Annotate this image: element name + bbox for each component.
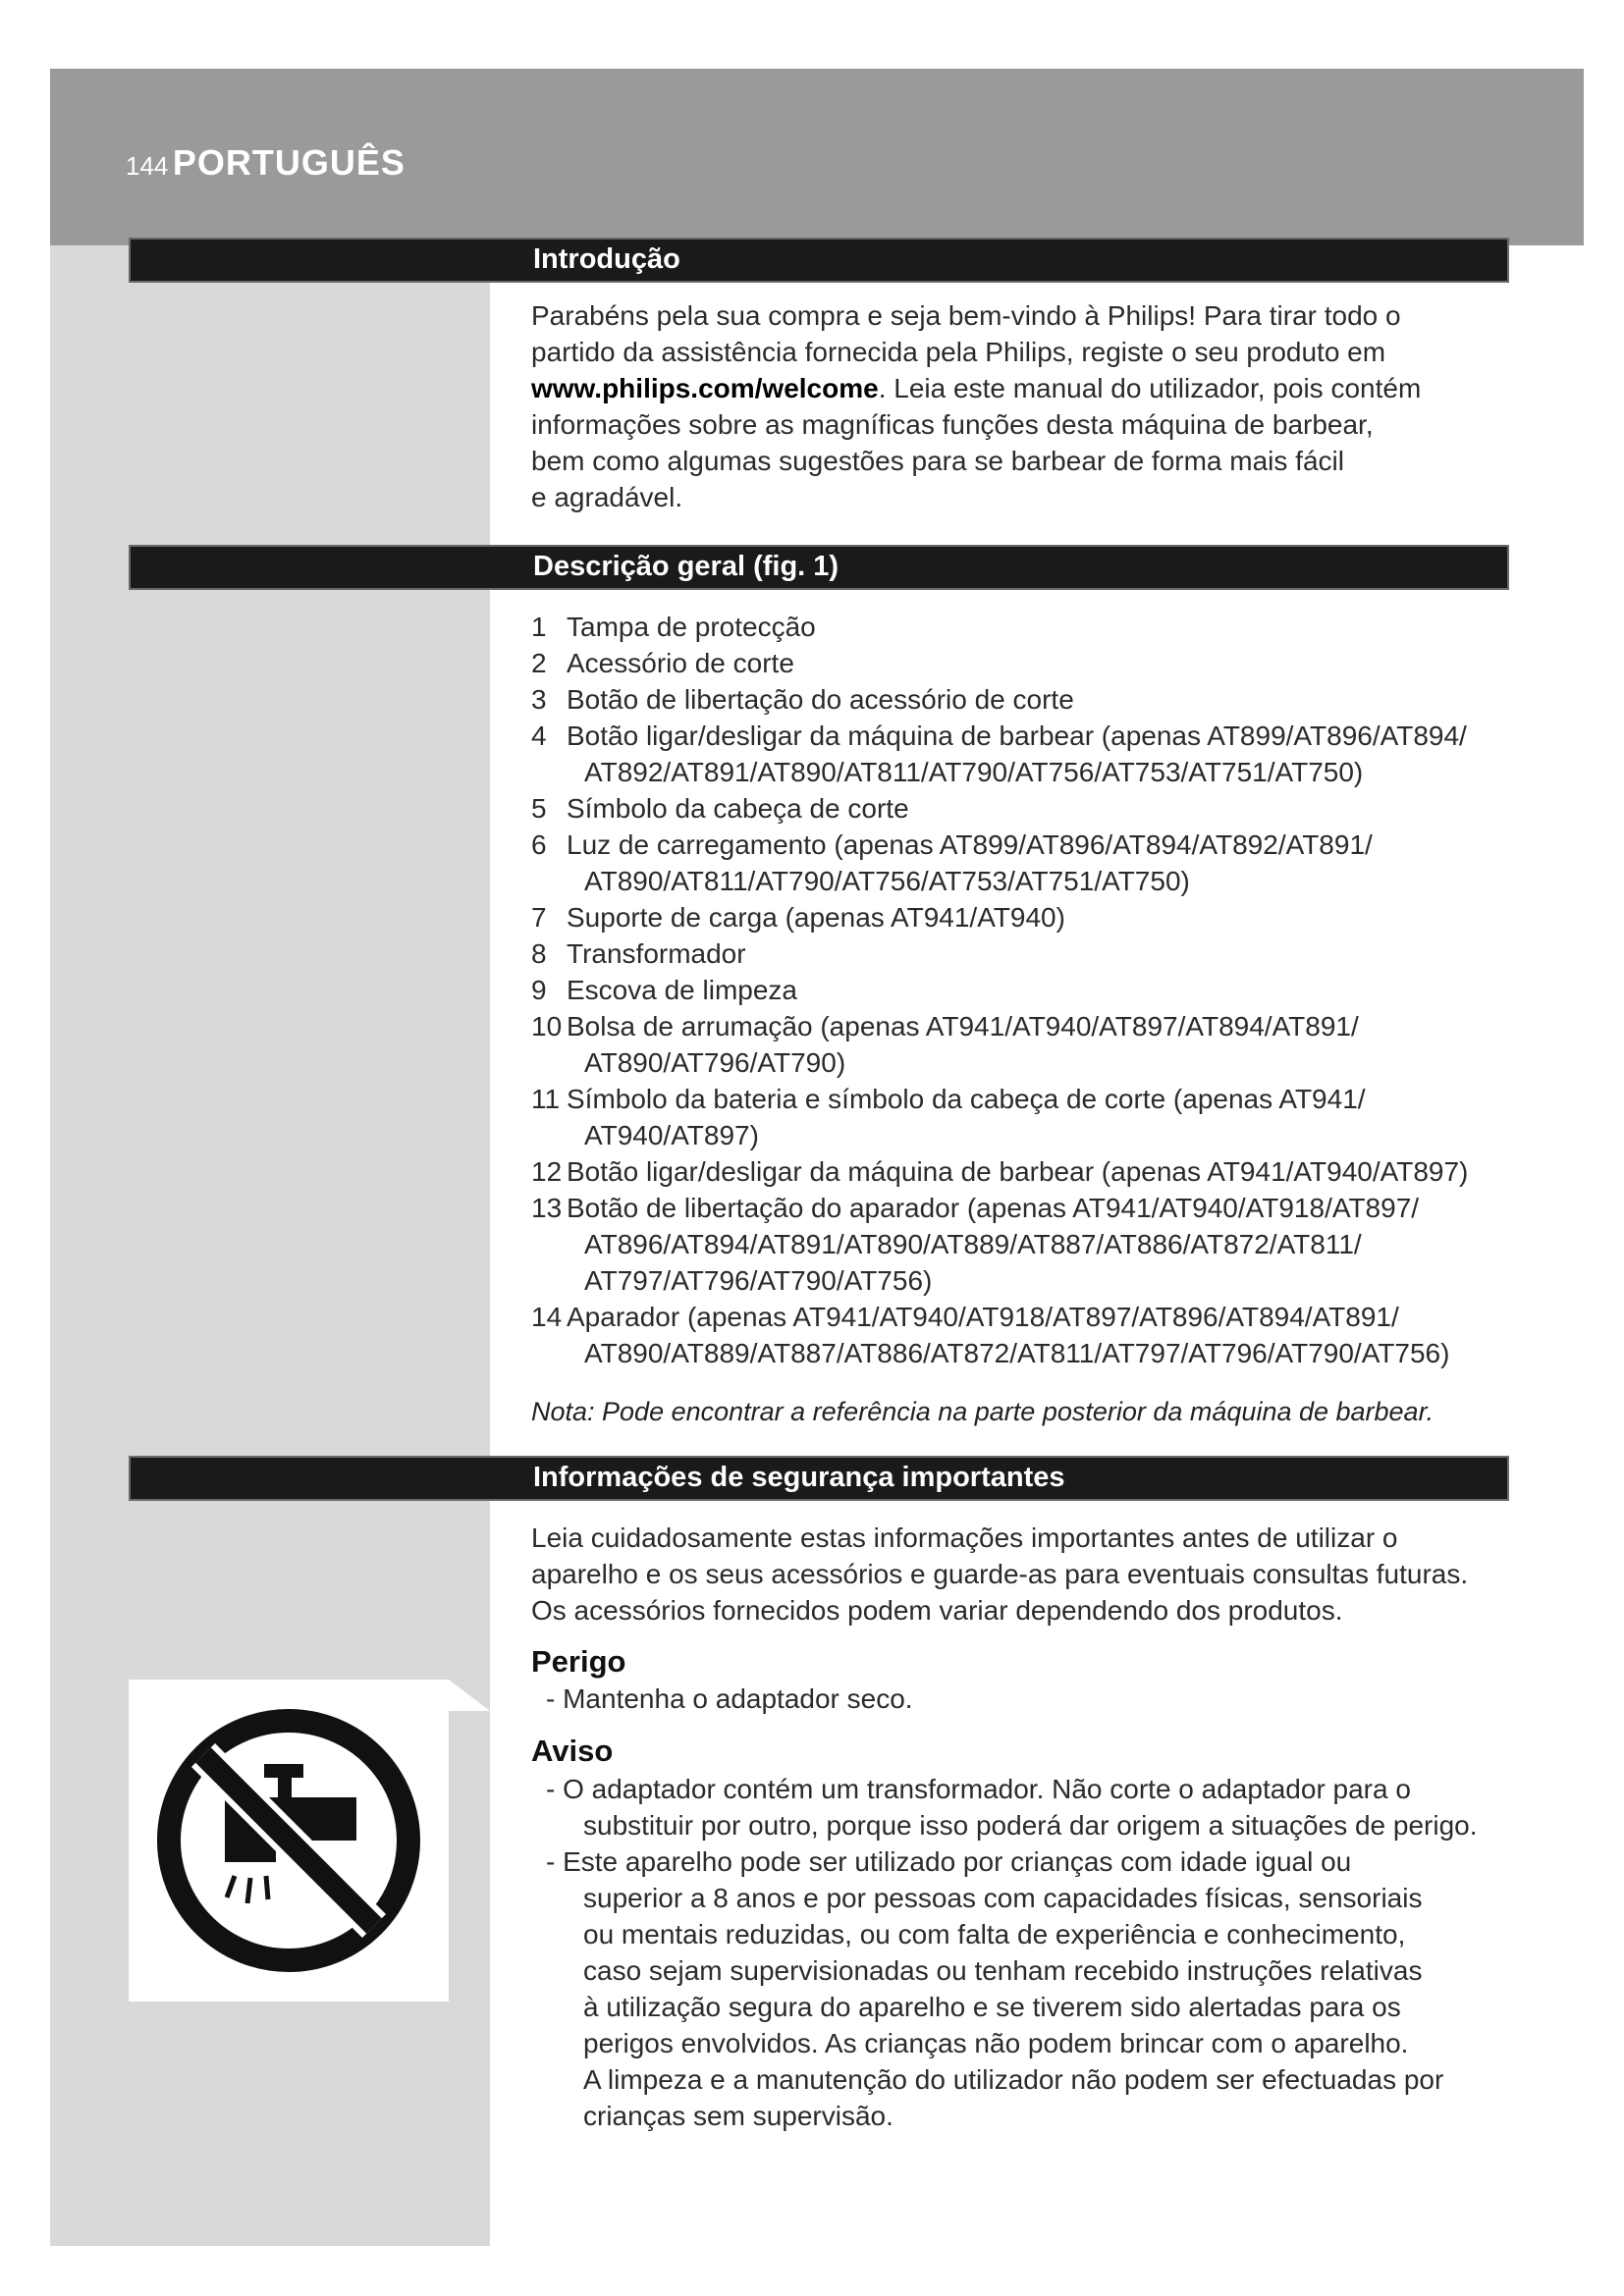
list-item-first-line <box>531 681 1552 718</box>
list-item <box>531 1299 1552 1371</box>
list-item-number: 4 <box>531 721 547 751</box>
list-item-text: Botão de libertação do acessório de corte <box>567 684 1074 715</box>
list-item <box>531 1153 1552 1190</box>
intro-line: bem como algumas sugestões para se barbear de forma mais fácil <box>531 446 1344 476</box>
intro-text <box>531 297 1523 515</box>
list-item-first-line <box>531 790 1552 827</box>
list-item-text: Botão de libertação do aparador (apenas AT941/AT940/AT918/AT897/ <box>567 1193 1420 1223</box>
list-item-number: 10 <box>531 1011 563 1041</box>
language-title: PORTUGUÊS <box>172 142 406 183</box>
note-text: Nota: Pode encontrar a referência na parte posterior da máquina de barbear. <box>531 1397 1435 1426</box>
page-header <box>126 142 406 184</box>
list-item-first-line <box>531 935 1552 972</box>
danger-bullets <box>546 1681 1547 1717</box>
list-item <box>531 645 1552 681</box>
list-item <box>531 899 1552 935</box>
parts-list <box>531 609 1552 1371</box>
safety-intro <box>531 1520 1533 1629</box>
bullet-line: - O adaptador contém um transformador. Não corte o adaptador para o <box>546 1774 1411 1804</box>
section-title-overview: Descrição geral (fig. 1) <box>533 551 839 582</box>
list-item <box>531 609 1552 645</box>
list-item-continuation: AT896/AT894/AT891/AT890/AT889/AT887/AT886/AT872/AT811/ <box>584 1229 1362 1259</box>
bullet-continuation: substituir por outro, porque isso poderá dar origem a situações de perigo. <box>583 1810 1478 1841</box>
list-item-number: 2 <box>531 648 547 678</box>
list-item-first-line <box>531 972 1552 1008</box>
bullet-continuation: perigos envolvidos. As crianças não podem brincar com o aparelho. <box>583 2028 1409 2058</box>
list-item-continuation: AT890/AT889/AT887/AT886/AT872/AT811/AT797/AT796/AT790/AT756) <box>584 1338 1450 1368</box>
section-bar-overview <box>129 545 1509 590</box>
section-title-safety: Informações de segurança importantes <box>533 1462 1065 1493</box>
section-title-intro: Introdução <box>533 243 680 275</box>
list-item-first-line <box>531 899 1552 935</box>
safety-line: Leia cuidadosamente estas informações importantes antes de utilizar o <box>531 1522 1398 1553</box>
list-item-first-line <box>531 1299 1552 1335</box>
section-bar-intro <box>129 238 1509 283</box>
warning-heading: Aviso <box>531 1734 614 1768</box>
list-item-number: 9 <box>531 975 547 1005</box>
safety-line: aparelho e os seus acessórios e guarde-as para eventuais consultas futuras. <box>531 1559 1469 1589</box>
section-bar-safety <box>129 1456 1509 1501</box>
intro-line <box>531 370 1523 406</box>
list-item <box>531 681 1552 718</box>
list-item <box>531 718 1552 790</box>
safety-line: Os acessórios fornecidos podem variar dependendo dos produtos. <box>531 1595 1343 1626</box>
bullet-continuation: à utilização segura do aparelho e se tiverem sido alertadas para os <box>583 1992 1401 2022</box>
list-item-text: Símbolo da cabeça de corte <box>567 793 909 824</box>
list-item <box>531 827 1552 899</box>
bullet-line: - Mantenha o adaptador seco. <box>546 1683 913 1714</box>
icon-pointer <box>449 1680 490 1711</box>
list-item-number: 12 <box>531 1156 563 1187</box>
bullet-continuation: ou mentais reduzidas, ou com falta de experiência e conhecimento, <box>583 1919 1406 1949</box>
list-item <box>531 1008 1552 1081</box>
list-item-number: 6 <box>531 829 547 860</box>
list-item-text: Aparador (apenas AT941/AT940/AT918/AT897/AT896/AT894/AT891/ <box>567 1302 1399 1332</box>
list-item-first-line <box>531 1081 1552 1117</box>
list-item-first-line <box>531 827 1552 863</box>
list-item-first-line <box>531 718 1552 754</box>
list-item <box>531 790 1552 827</box>
list-item-first-line <box>531 1153 1552 1190</box>
list-item-continuation: AT940/AT897) <box>584 1120 759 1150</box>
list-item-number: 14 <box>531 1302 563 1332</box>
page-number: 144 <box>126 151 169 181</box>
bullet-continuation: crianças sem supervisão. <box>583 2101 893 2131</box>
intro-line: partido da assistência fornecida pela Philips, registe o seu produto em <box>531 337 1386 367</box>
intro-line: Parabéns pela sua compra e seja bem-vindo à Philips! Para tirar todo o <box>531 300 1401 331</box>
bullet-continuation: superior a 8 anos e por pessoas com capacidades físicas, sensoriais <box>583 1883 1423 1913</box>
list-item-continuation: AT890/AT811/AT790/AT756/AT753/AT751/AT750) <box>584 866 1190 896</box>
list-item-text: Símbolo da bateria e símbolo da cabeça de corte (apenas AT941/ <box>567 1084 1366 1114</box>
bullet-continuation: caso sejam supervisionadas ou tenham recebido instruções relativas <box>583 1955 1423 1986</box>
website-link: www.philips.com/welcome <box>531 373 879 403</box>
list-item-first-line <box>531 645 1552 681</box>
list-item-number: 7 <box>531 902 547 933</box>
list-item-first-line <box>531 1008 1552 1044</box>
list-item-continuation: AT892/AT891/AT890/AT811/AT790/AT756/AT753/AT751/AT750) <box>584 757 1364 787</box>
list-item-number: 11 <box>531 1084 561 1114</box>
list-item-number: 13 <box>531 1193 563 1223</box>
intro-line: e agradável. <box>531 482 683 512</box>
bullet-continuation: A limpeza e a manutenção do utilizador não podem ser efectuadas por <box>583 2064 1444 2095</box>
list-item-text: Escova de limpeza <box>567 975 798 1005</box>
list-item-text: Botão ligar/desligar da máquina de barbear (apenas AT899/AT896/AT894/ <box>567 721 1467 751</box>
list-item-text: Suporte de carga (apenas AT941/AT940) <box>567 902 1065 933</box>
danger-heading: Perigo <box>531 1644 626 1679</box>
list-item-text: Luz de carregamento (apenas AT899/AT896/AT894/AT892/AT891/ <box>567 829 1373 860</box>
bullet-line: - Este aparelho pode ser utilizado por crianças com idade igual ou <box>546 1846 1352 1877</box>
list-item <box>531 1190 1552 1299</box>
list-item <box>531 935 1552 972</box>
list-item-text: Botão ligar/desligar da máquina de barbear (apenas AT941/AT940/AT897) <box>567 1156 1469 1187</box>
list-item <box>531 1081 1552 1153</box>
icon-panel <box>129 1680 449 2002</box>
list-item-continuation: AT890/AT796/AT790) <box>584 1047 846 1078</box>
list-item-number: 1 <box>531 612 547 642</box>
warning-bullets <box>546 1771 1547 2134</box>
intro-line-rest: . Leia este manual do utilizador, pois contém <box>878 373 1422 403</box>
list-item-continuation: AT797/AT796/AT790/AT756) <box>584 1265 933 1296</box>
no-water-tap-icon <box>129 1680 449 2002</box>
list-item-first-line <box>531 1190 1552 1226</box>
list-item-text: Tampa de protecção <box>567 612 816 642</box>
list-item-first-line <box>531 609 1552 645</box>
intro-line: informações sobre as magníficas funções desta máquina de barbear, <box>531 409 1374 440</box>
list-item-number: 5 <box>531 793 547 824</box>
list-item <box>531 972 1552 1008</box>
list-item-number: 8 <box>531 938 547 969</box>
list-item-text: Transformador <box>567 938 746 969</box>
list-item-text: Bolsa de arrumação (apenas AT941/AT940/AT897/AT894/AT891/ <box>567 1011 1359 1041</box>
list-item-number: 3 <box>531 684 547 715</box>
list-item-text: Acessório de corte <box>567 648 794 678</box>
